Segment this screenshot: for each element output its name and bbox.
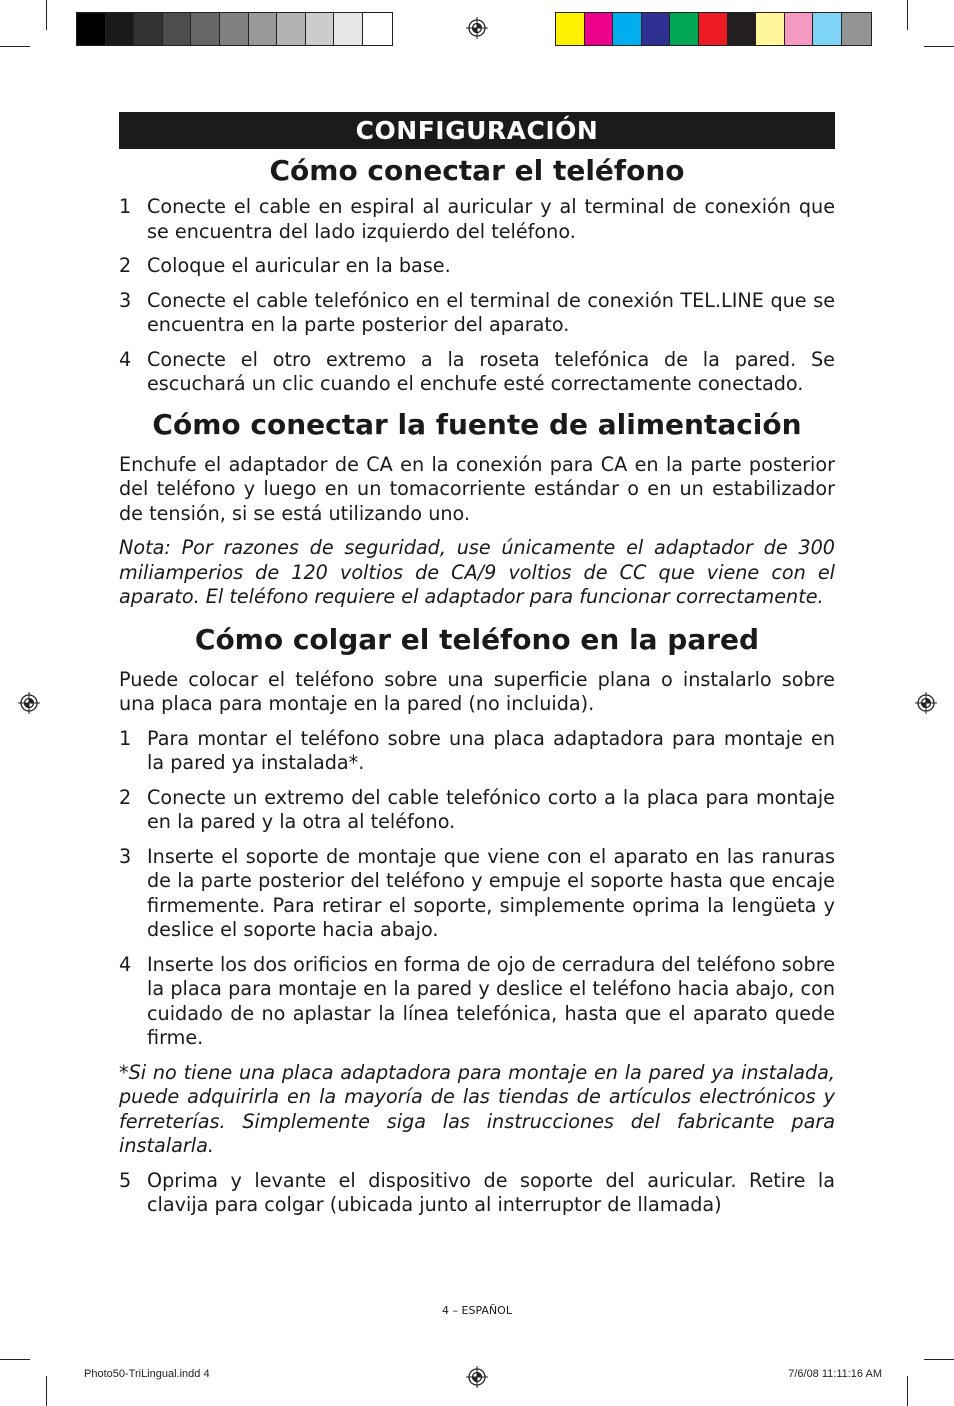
color-swatch [77, 13, 106, 45]
color-swatch [220, 13, 249, 45]
list-item: 4 Conecte el otro extremo a la roseta telefónica de la pared. Se escuchará un clic cuando el enchufe esté correctamente conectado. [119, 347, 835, 395]
list-item: 3 Conecte el cable telefónico en el terminal de conexión TEL.LINE que se encuentra en la parte posterior del aparato. [119, 288, 835, 336]
crop-mark [46, 0, 47, 30]
slug-filename: Photo50-TriLingual.indd 4 [84, 1368, 210, 1380]
page-content [119, 112, 835, 1218]
heading-wall-mount: Cómo colgar el teléfono en la pared [194, 622, 760, 656]
color-swatch [585, 13, 614, 45]
list-item: 4 Inserte los dos orificios en forma de ojo de cerradura del teléfono sobre la placa para montaje en la pared y deslice el teléfono hacia abajo, con cuidado de no aplastar la línea telefónica, hasta que el aparato quede firme. [119, 952, 835, 1049]
color-swatch [842, 13, 871, 45]
connect-phone-steps [119, 195, 835, 397]
crop-mark [924, 1359, 954, 1360]
registration-mark-icon [466, 1366, 488, 1388]
power-note: Nota: Por razones de seguridad, use únicamente el adaptador de 300 miliamperios de 120 voltios de CA/9 voltios de CC que viene con el aparato. El teléfono requiere el adaptador para funcionar correctamente. [119, 536, 835, 608]
heading-connect-power: Cómo conectar la fuente de alimentación [152, 407, 802, 441]
color-swatch [163, 13, 192, 45]
crop-mark [924, 46, 954, 47]
list-item: 1 Conecte el cable en espiral al auricular y al terminal de conexión que se encuentra del lado izquierdo del teléfono. [119, 195, 835, 243]
color-swatch [699, 13, 728, 45]
crop-mark [0, 1359, 30, 1360]
color-swatch [191, 13, 220, 45]
crop-mark [0, 46, 30, 47]
slug-timestamp: 7/6/08 11:11:16 AM [788, 1368, 882, 1380]
crop-mark [46, 1376, 47, 1406]
wall-mount-footnote: *Si no tiene una placa adaptadora para montaje en la pared ya instalada, puede adquirirla en la mayoría de las tiendas de artículos electrónicos y ferreterías. Simplemente siga las instrucciones del fabricante para instalarla. [119, 1060, 835, 1157]
section-banner: CONFIGURACIÓN [119, 112, 835, 149]
color-swatch [813, 13, 842, 45]
list-item: 2 Coloque el auricular en la base. [119, 254, 451, 277]
color-swatch [134, 13, 163, 45]
color-swatch [334, 13, 363, 45]
color-swatch [670, 13, 699, 45]
registration-mark-icon [915, 692, 937, 714]
crop-mark [907, 1376, 908, 1406]
crop-mark [907, 0, 908, 30]
list-item: 5 Oprima y levante el dispositivo de soporte del auricular. Retire la clavija para colgar (ubicada junto al interruptor de llamada) [119, 1168, 835, 1216]
color-swatch [642, 13, 671, 45]
heading-connect-phone: Cómo conectar el teléfono [269, 154, 685, 187]
process-color-bar [555, 12, 872, 46]
power-paragraph: Enchufe el adaptador de CA en la conexión para CA en la parte posterior del teléfono y luego en un tomacorriente estándar o en un estabilizador de tensión, si se está utilizando uno. [119, 452, 835, 525]
wall-mount-paragraph: Puede colocar el teléfono sobre una superficie plana o instalarlo sobre una placa para montaje en la pared (no incluida). [119, 667, 835, 715]
grayscale-color-bar [76, 12, 393, 46]
registration-mark-icon [466, 17, 488, 39]
color-swatch [756, 13, 785, 45]
color-swatch [613, 13, 642, 45]
color-swatch [728, 13, 757, 45]
color-swatch [363, 13, 392, 45]
color-swatch [785, 13, 814, 45]
color-swatch [106, 13, 135, 45]
color-swatch [556, 13, 585, 45]
color-swatch [277, 13, 306, 45]
list-item: 2 Conecte un extremo del cable telefónico corto a la placa para montaje en la pared y la otra al teléfono. [119, 785, 835, 833]
wall-mount-steps [119, 727, 835, 1051]
list-item: 3 Inserte el soporte de montaje que viene con el aparato en las ranuras de la parte posterior del teléfono y empuje el soporte hasta que encaje firmemente. Para retirar el soporte, simplemente oprima la lengüeta y deslice el soporte hacia abajo. [119, 844, 835, 941]
registration-mark-icon [18, 692, 40, 714]
color-swatch [306, 13, 335, 45]
color-swatch [249, 13, 278, 45]
page-number: 4 – ESPAÑOL [442, 1304, 512, 1317]
list-item: 1 Para montar el teléfono sobre una placa adaptadora para montaje en la pared ya instalada*. [119, 726, 835, 774]
